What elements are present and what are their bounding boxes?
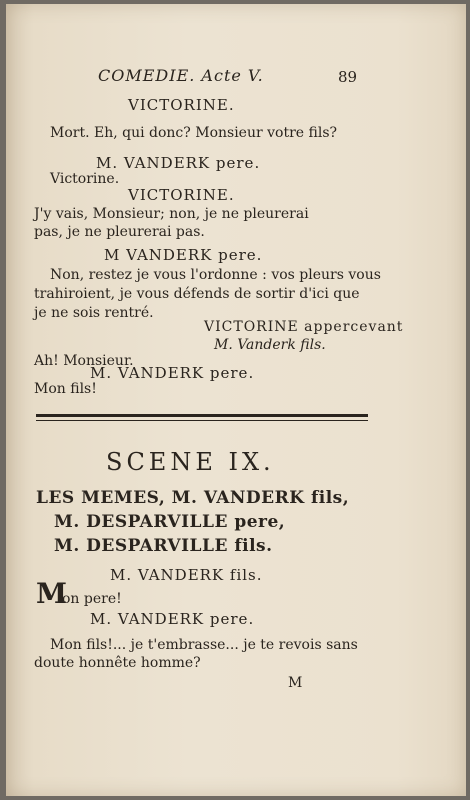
stage-direction: M. Vanderk fils. (214, 337, 326, 353)
speaker-vanderk-pere: M VANDERK pere. (104, 246, 263, 264)
cast-line: M. DESPARVILLE pere, (54, 512, 286, 532)
drop-cap: M (36, 577, 67, 610)
dialogue-line: Mon fils!... je t'embrasse... je te revois sans (50, 637, 358, 653)
speaker-victorine: VICTORINE. (128, 96, 235, 114)
dialogue-line: Mort. Eh, qui donc? Monsieur votre fils? (50, 125, 338, 141)
dialogue-line: J'y vais, Monsieur; non, je ne pleurerai (34, 206, 309, 222)
speaker-vanderk-pere: M. VANDERK pere. (90, 364, 255, 382)
dialogue-line: Ah! Monsieur. (34, 353, 134, 369)
book-page (6, 4, 466, 796)
running-title: COMEDIE. Acte V. (98, 66, 264, 85)
cast-line: M. DESPARVILLE fils. (54, 536, 273, 556)
speaker-vanderk-pere: M. VANDERK pere. (96, 154, 261, 172)
speaker-vanderk-pere: M. VANDERK pere. (90, 610, 255, 628)
cast-line: LES MEMES, M. VANDERK fils, (36, 488, 350, 508)
dialogue-line: Mon fils! (34, 381, 97, 397)
speaker-vanderk-fils: M. VANDERK fils. (110, 566, 263, 584)
dialogue-line: Victorine. (50, 171, 120, 187)
scene-divider-thick (36, 414, 368, 417)
dialogue-line: doute honnête homme? (34, 655, 201, 671)
dialogue-line: Non, restez je vous l'ordonne : vos pleurs vous (50, 267, 381, 283)
catchword: M (288, 675, 303, 691)
speaker-victorine: VICTORINE. (128, 186, 235, 204)
dialogue-line: trahiroient, je vous défends de sortir d'ici que (34, 286, 360, 302)
page-number: 89 (338, 68, 358, 86)
stage-direction: VICTORINE appercevant (204, 319, 404, 335)
scene-title: SCENE IX. (106, 448, 275, 476)
scene-divider-thin (36, 420, 368, 421)
dialogue-line: je ne sois rentré. (34, 305, 154, 321)
dialogue-line: pas, je ne pleurerai pas. (34, 224, 205, 240)
dialogue-line: on pere! (62, 591, 122, 607)
